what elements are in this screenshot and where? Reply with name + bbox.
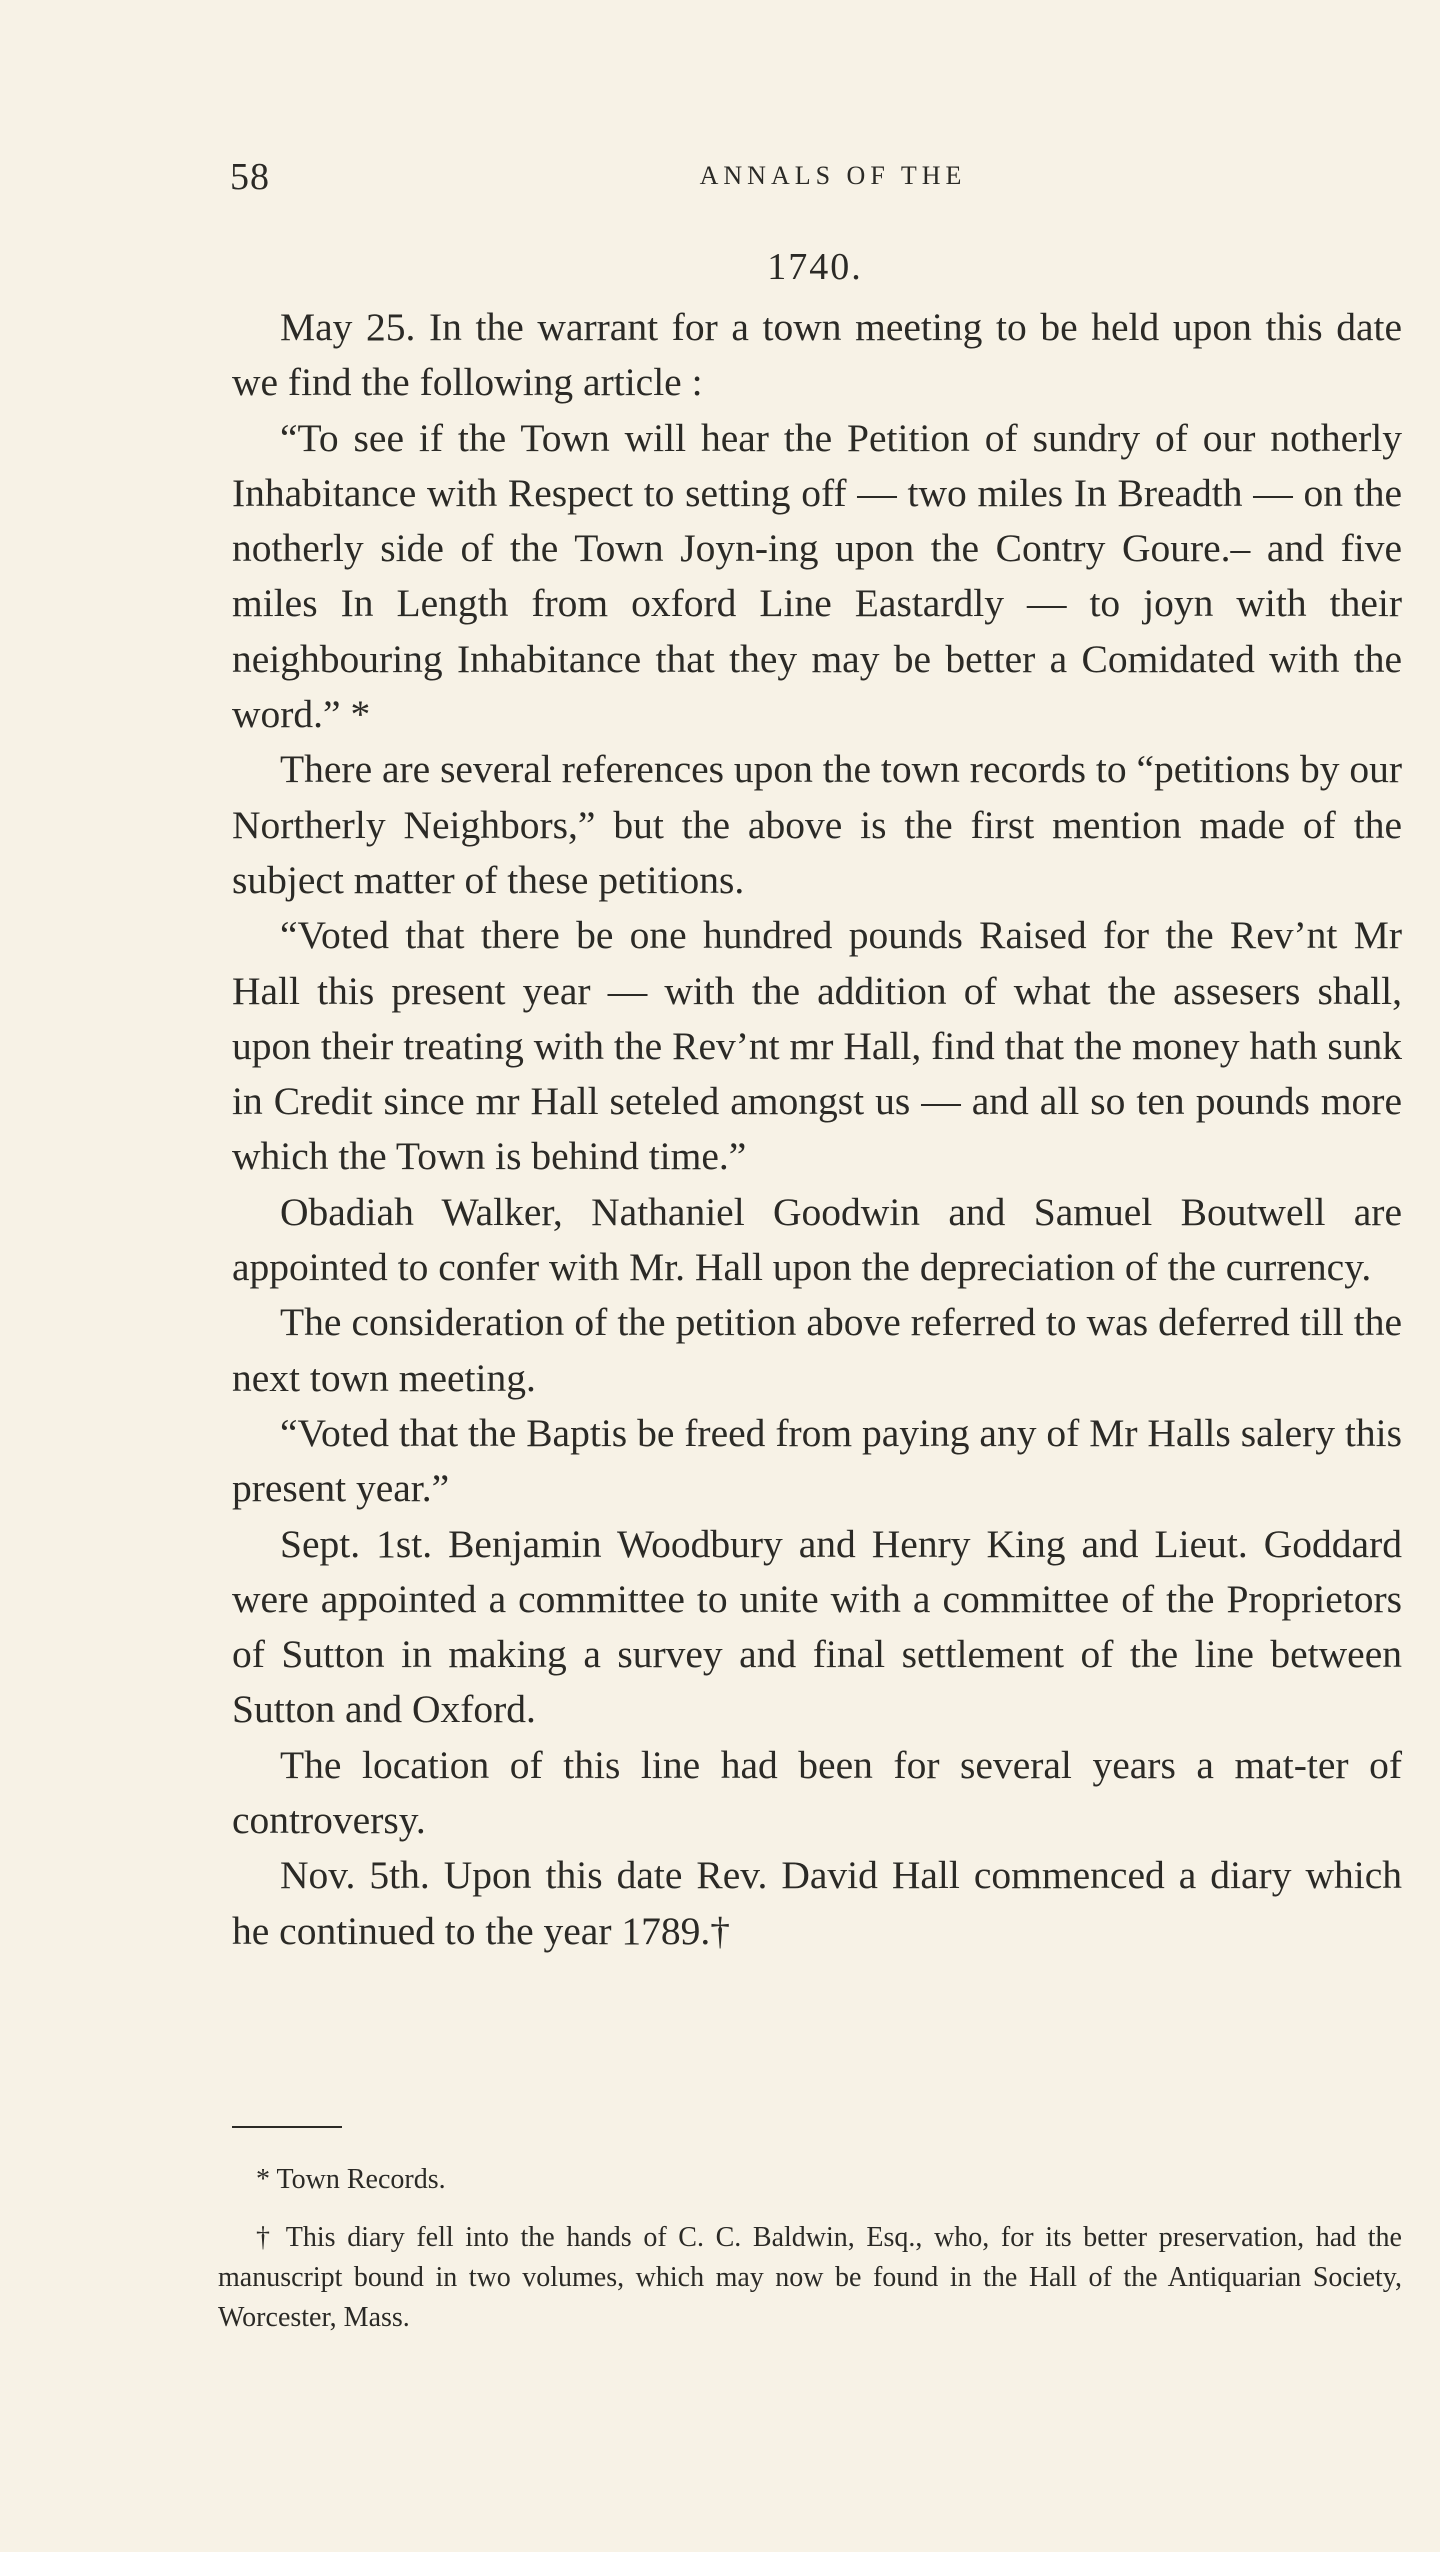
- page-number: 58: [230, 156, 270, 198]
- paragraph-line-controversy: The location of this line had been for several years a mat-ter of controversy.: [232, 1742, 1402, 1843]
- paragraph-sept-committee: Sept. 1st. Benjamin Woodbury and Henry King and Lieut. Goddard were appointed a committee to unite with a committee of the Proprietors of Sutton in making a survey and final settlement of the line between Sutton and Oxford.: [232, 1521, 1402, 1732]
- paragraph-baptis-vote: “Voted that the Baptis be freed from paying any of Mr Halls salery this present year.”: [232, 1410, 1402, 1511]
- paragraph-may-25-warrant: May 25. In the warrant for a town meeting to be held upon this date we find the following article :: [232, 305, 1402, 405]
- paragraph-nov-diary: Nov. 5th. Upon this date Rev. David Hall commenced a diary which he continued to the year 1789.†: [232, 1853, 1402, 1953]
- body-text: [232, 300, 1402, 1959]
- running-title: ANNALS OF THE: [699, 161, 967, 190]
- paragraph-petition-deferred: The consideration of the petition above referred to was deferred till the next town meeting.: [232, 1300, 1402, 1400]
- paragraph-petition-quote: “To see if the Town will hear the Petition of sundry of our notherly Inhabitance with Respect to setting off — two miles In Breadth — on the notherly side of the Town Joyn-ing upon the Contry Goure.– and five miles In Length from oxford Line Eastardly — to joyn with their neighbouring Inhabitance that they may be better a Comidated with the word.” *: [232, 415, 1402, 737]
- paragraph-hall-salary-vote: “Voted that there be one hundred pounds Raised for the Rev’nt Mr Hall this present year — with the addition of what the assesers shall, upon their treating with the Rev’nt mr Hall, find that the money hath sunk in Credit since mr Hall seteled amongst us — and all so ten pounds more which the Town is behind time.”: [232, 913, 1402, 1179]
- running-head: [230, 155, 1400, 205]
- footnote-diary: † This diary fell into the hands of C. C. Baldwin, Esq., who, for its better preservation, had the manuscript bound in two volumes, which may now be found in the Hall of the Antiquarian Society, Worcester, Mass.: [218, 2222, 1402, 2333]
- footnote-town-records: * Town Records.: [256, 2164, 446, 2195]
- paragraph-petition-references: There are several references upon the town records to “petitions by our Northerly Neighbors,” but the above is the first mention made of the subject matter of these petitions.: [232, 747, 1402, 902]
- footnote-rule: [232, 2126, 342, 2128]
- year-heading: 1740.: [767, 246, 863, 288]
- paragraph-currency-committee: Obadiah Walker, Nathaniel Goodwin and Samuel Boutwell are appointed to confer with Mr. Hall upon the depreciation of the currency.: [232, 1189, 1402, 1290]
- footnotes: [218, 2160, 1402, 2350]
